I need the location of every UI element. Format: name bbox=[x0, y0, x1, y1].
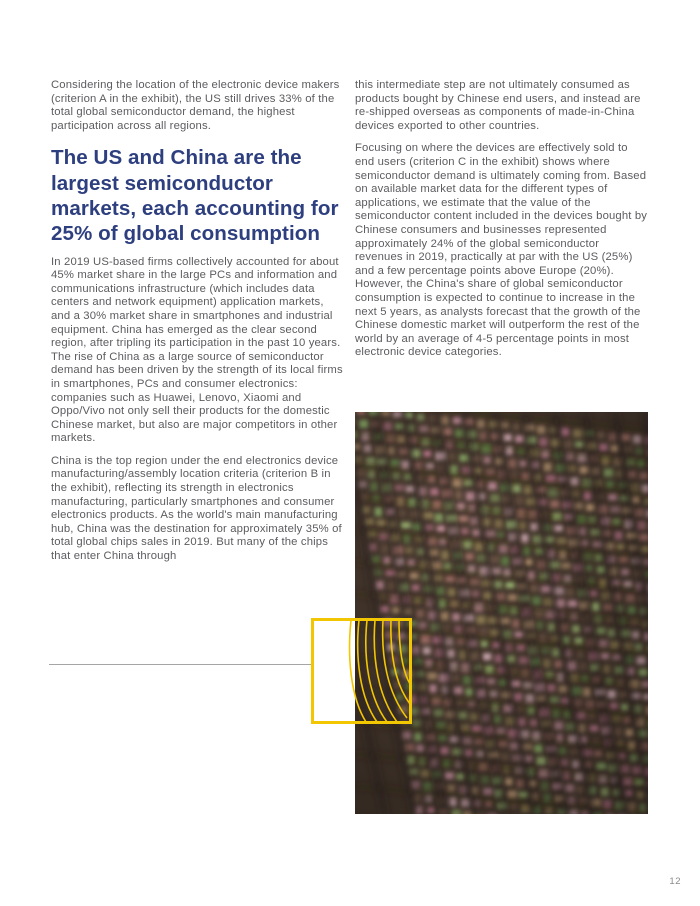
body-paragraph: Focusing on where the devices are effectively sold to end users (criterion C in the exhibit) shows where semiconductor demand is ultimately coming from. Based on available market data for the different types of applications, we estimate that the value of the semiconductor content included in the devices bought by Chinese consumers and businesses represented approximately 24% of the global semiconductor revenues in 2019, practically at par with the US (25%) and a few percentage points above Europe (20%). However, the China's share of global semiconductor consumption is expected to continue to increase in the next 5 years, as analysts forecast that the growth of the Chinese domestic market will outperform the rest of the world by an average of 4-5 percentage points in most electronic device categories. bbox=[355, 142, 648, 359]
divider-line bbox=[49, 664, 313, 665]
body-paragraph: China is the top region under the end electronics device manufacturing/assembly location criteria (criterion B in the exhibit), reflecting its strength in electronics manufacturing, particularly smartphones and consumer electronics products. As the world's main manufacturing hub, China was the destination for approximately 35% of total global chips sales in 2019. But many of the chips that enter China through bbox=[51, 454, 342, 563]
left-column bbox=[51, 79, 346, 564]
semiconductor-wafer-photo bbox=[355, 412, 648, 814]
section-heading: The US and China are the largest semiconductor markets, each accounting for 25% of global consumption bbox=[51, 146, 339, 246]
body-paragraph: In 2019 US-based firms collectively accounted for about 45% market share in the large PCs and information and communications infrastructure (which includes data centers and network equipment) application markets, and a 30% market share in smartphones and industrial equipment. China has emerged as the clear second region, after tripling its participation in the past 10 years. The rise of China as a large source of semiconductor demand has been driven by the strength of its local firms in smartphones, PCs and consumer electronics: companies such as Huawei, Lenovo, Xiaomi and Oppo/Vivo not only sell their products for the domestic Chinese market, but also are major competitors in other markets. bbox=[51, 255, 343, 445]
intro-paragraph: Considering the location of the electronic device makers (criterion A in the exhibit), the US still drives 33% of the total global semiconductor demand, the highest participation across all regions. bbox=[51, 79, 340, 132]
page-number: 12 bbox=[669, 876, 681, 887]
decorative-frame-graphic bbox=[311, 618, 412, 724]
body-paragraph: this intermediate step are not ultimately consumed as products bought by Chinese end users, and instead are re-shipped overseas as components of made-in-China devices exported to other countries. bbox=[355, 79, 641, 132]
right-column bbox=[355, 79, 650, 360]
